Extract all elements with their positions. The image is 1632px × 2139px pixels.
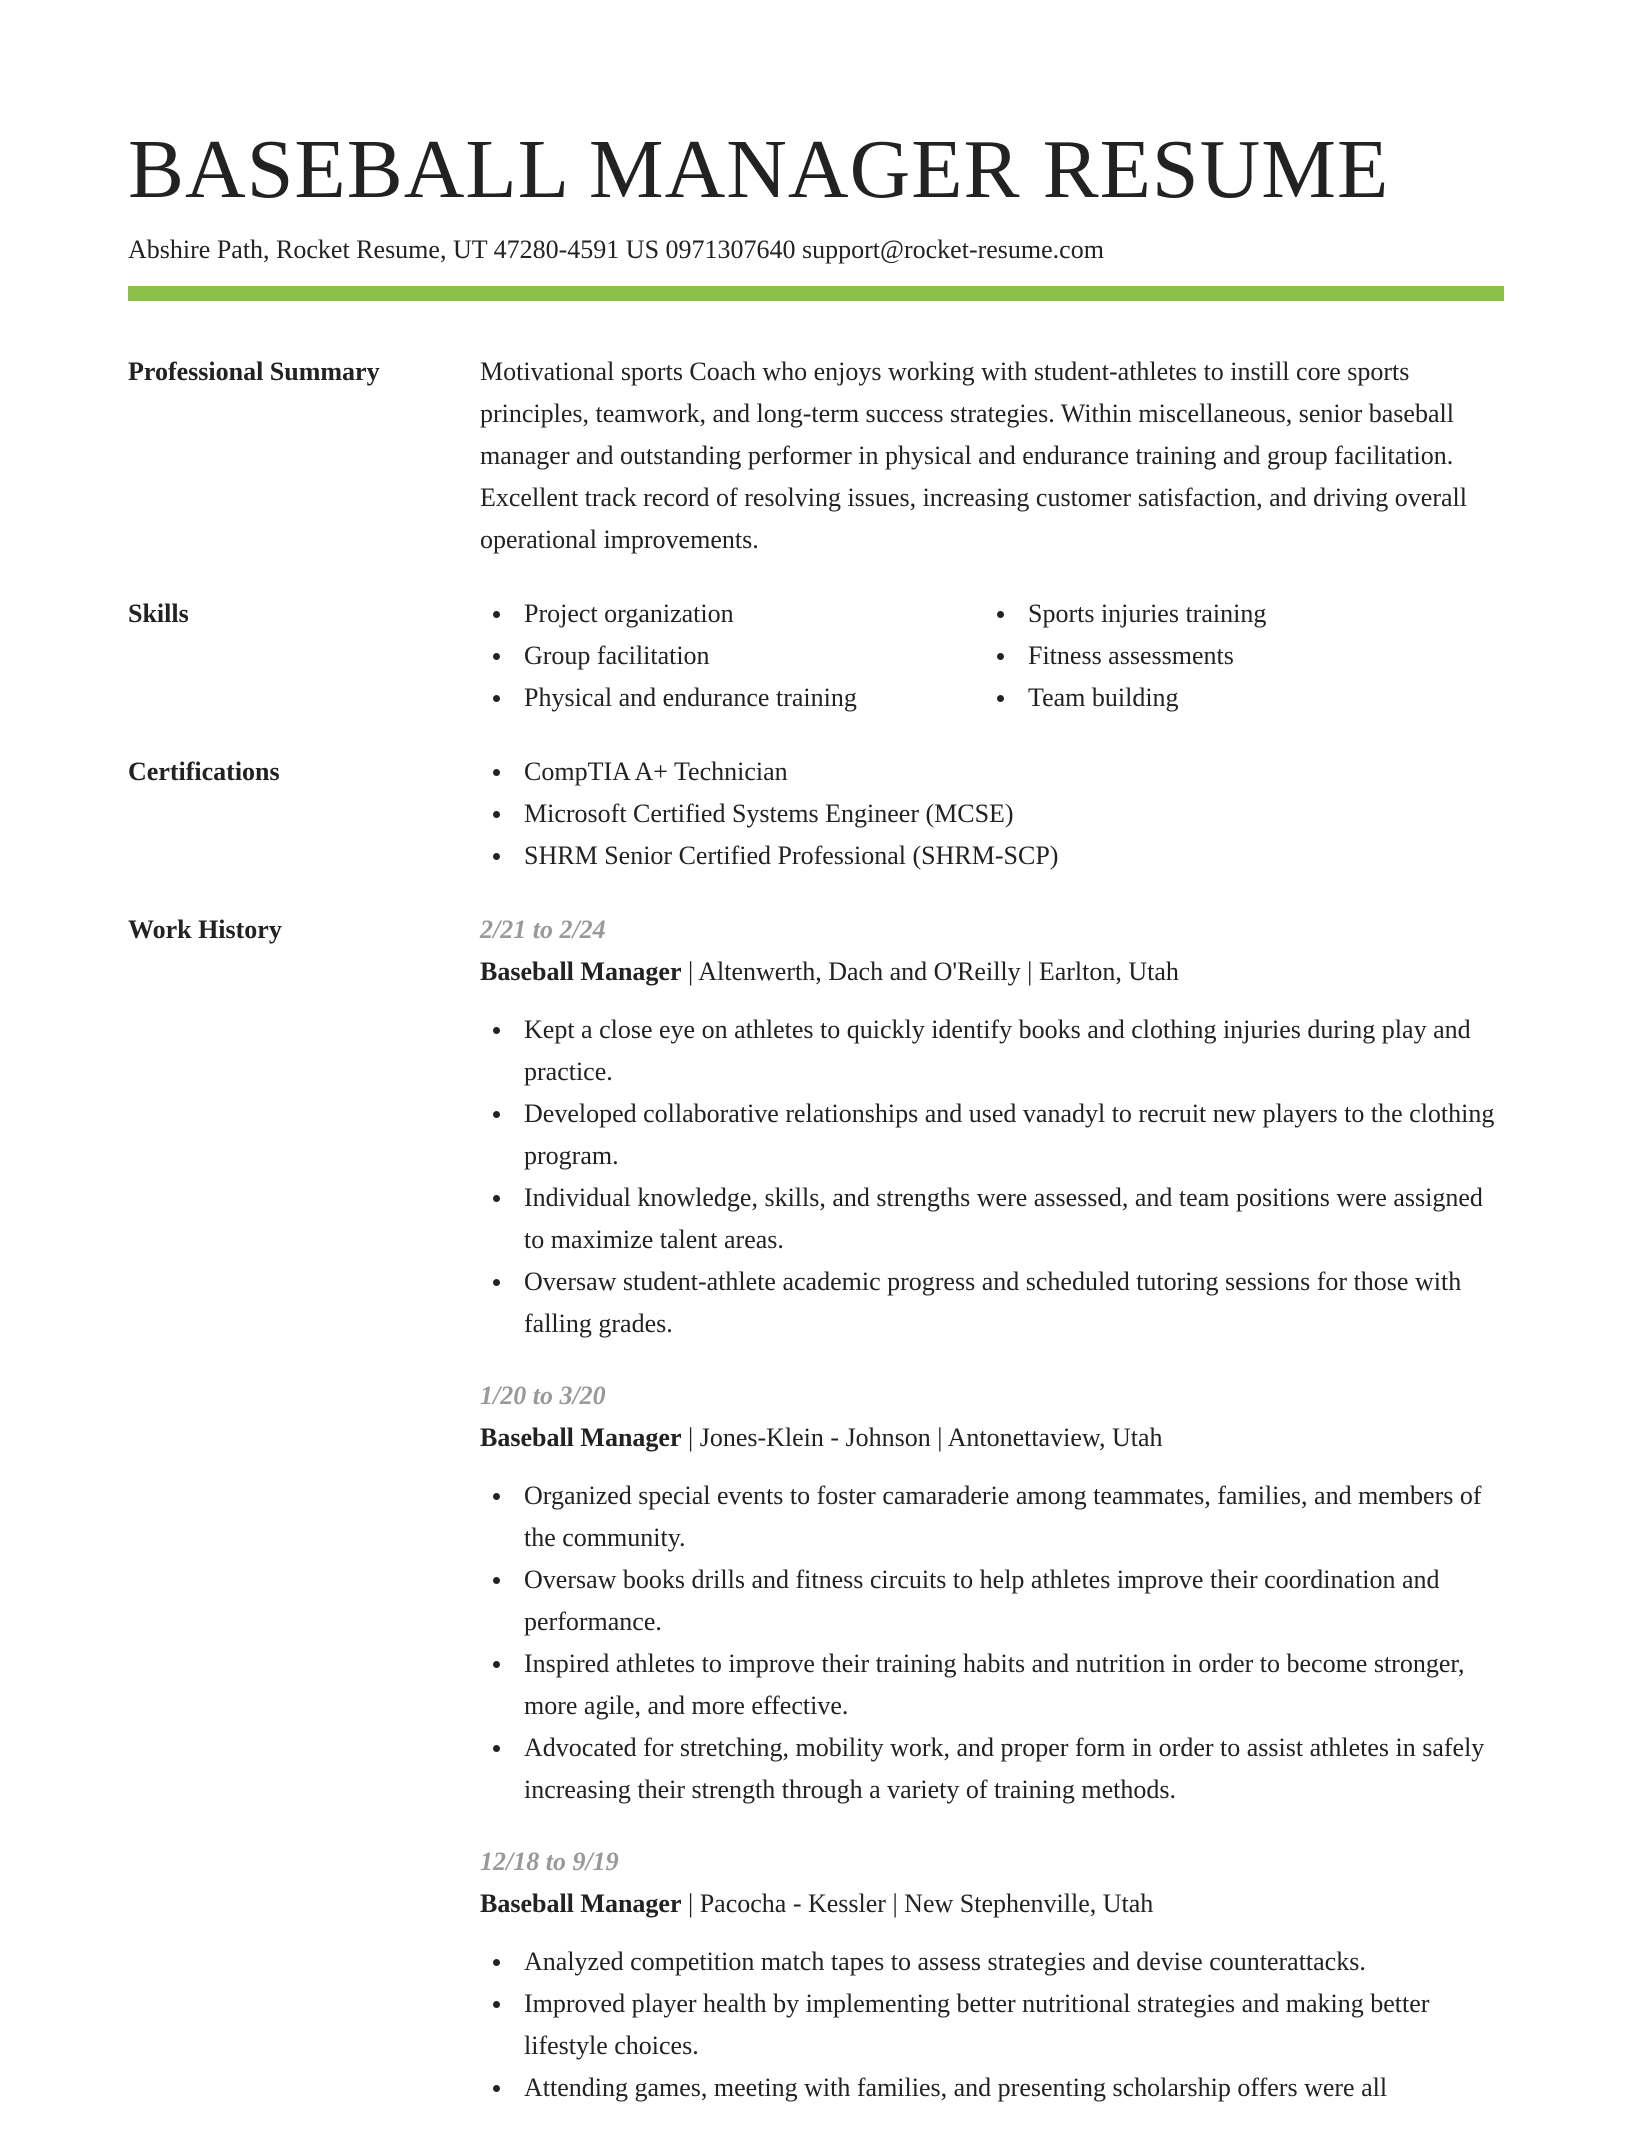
section-label-skills: Skills [128,599,189,628]
work-history-body [480,909,1504,2139]
job-bullet: Individual knowledge, skills, and strengths were assessed, and team positions were assigned to maximize talent areas. [480,1177,1504,1261]
job-details: | Jones-Klein - Johnson | Antonettaview, Utah [681,1423,1163,1452]
job-details: | Altenwerth, Dach and O'Reilly | Earlton, Utah [681,957,1179,986]
job-entry [480,1841,1504,2109]
skill-item: Group facilitation [480,635,984,677]
work-history-section [128,909,1504,2139]
job-heading [480,951,1504,993]
job-bullet: Kept a close eye on athletes to quickly identify books and clothing injuries during play and practice. [480,1009,1504,1093]
skills-columns [480,593,1504,719]
job-bullet: Oversaw student-athlete academic progress and scheduled tutoring sessions for those with falling grades. [480,1261,1504,1345]
job-bullet: Inspired athletes to improve their training habits and nutrition in order to become stronger, more agile, and more effective. [480,1643,1504,1727]
skill-item: Project organization [480,593,984,635]
job-dates: 12/18 to 9/19 [480,1847,619,1876]
job-entry [480,909,1504,1345]
resume-page [128,118,1504,2139]
job-bullet: Oversaw books drills and fitness circuits to help athletes improve their coordination and performance. [480,1559,1504,1643]
certification-item: CompTIA A+ Technician [480,751,1504,793]
summary-text: Motivational sports Coach who enjoys working with student-athletes to instill core sports principles, teamwork, and long-term success strategies. Within miscellaneous, senior baseball manager and outstanding performer in physical and endurance training and group facilitation. Excellent track record of resolving issues, increasing customer satisfaction, and driving overall operational improvements. [480,357,1467,554]
certifications-section [128,751,1504,877]
certification-item: SHRM Senior Certified Professional (SHRM-SCP) [480,835,1504,877]
skills-list-left [480,593,984,719]
section-label-work-history: Work History [128,915,282,944]
skill-item: Team building [984,677,1488,719]
job-dates: 2/21 to 2/24 [480,915,606,944]
skills-list-right [984,593,1488,719]
skill-item: Sports injuries training [984,593,1488,635]
skill-item: Physical and endurance training [480,677,984,719]
job-title: Baseball Manager [480,957,682,986]
job-dates: 1/20 to 3/20 [480,1381,606,1410]
certifications-list [480,751,1504,877]
job-bullets [480,1475,1504,1811]
section-label-summary: Professional Summary [128,357,380,386]
job-title: Baseball Manager [480,1423,682,1452]
job-entry [480,1375,1504,1811]
job-title: Baseball Manager [480,1889,682,1918]
job-bullets [480,1009,1504,1345]
job-bullet: Attending games, meeting with families, and presenting scholarship offers were all [480,2067,1504,2109]
section-label-certifications: Certifications [128,757,280,786]
job-bullet: Improved player health by implementing better nutritional strategies and making better lifestyle choices. [480,1983,1504,2067]
job-heading [480,1883,1504,1925]
job-bullet: Organized special events to foster camaraderie among teammates, families, and members of the community. [480,1475,1504,1559]
job-heading [480,1417,1504,1459]
job-bullet: Analyzed competition match tapes to assess strategies and devise counterattacks. [480,1941,1504,1983]
resume-title: BASEBALL MANAGER RESUME [128,123,1390,216]
job-bullets [480,1941,1504,2109]
header-accent-rule [128,286,1504,301]
job-bullet: Developed collaborative relationships and used vanadyl to recruit new players to the clothing program. [480,1093,1504,1177]
contact-line: Abshire Path, Rocket Resume, UT 47280-4591 US 0971307640 support@rocket-resume.com [128,235,1104,264]
skills-section [128,593,1504,719]
professional-summary-section [128,351,1504,561]
job-bullet: Advocated for stretching, mobility work, and proper form in order to assist athletes in safely increasing their strength through a variety of training methods. [480,1727,1504,1811]
certification-item: Microsoft Certified Systems Engineer (MCSE) [480,793,1504,835]
job-details: | Pacocha - Kessler | New Stephenville, Utah [681,1889,1154,1918]
skill-item: Fitness assessments [984,635,1488,677]
